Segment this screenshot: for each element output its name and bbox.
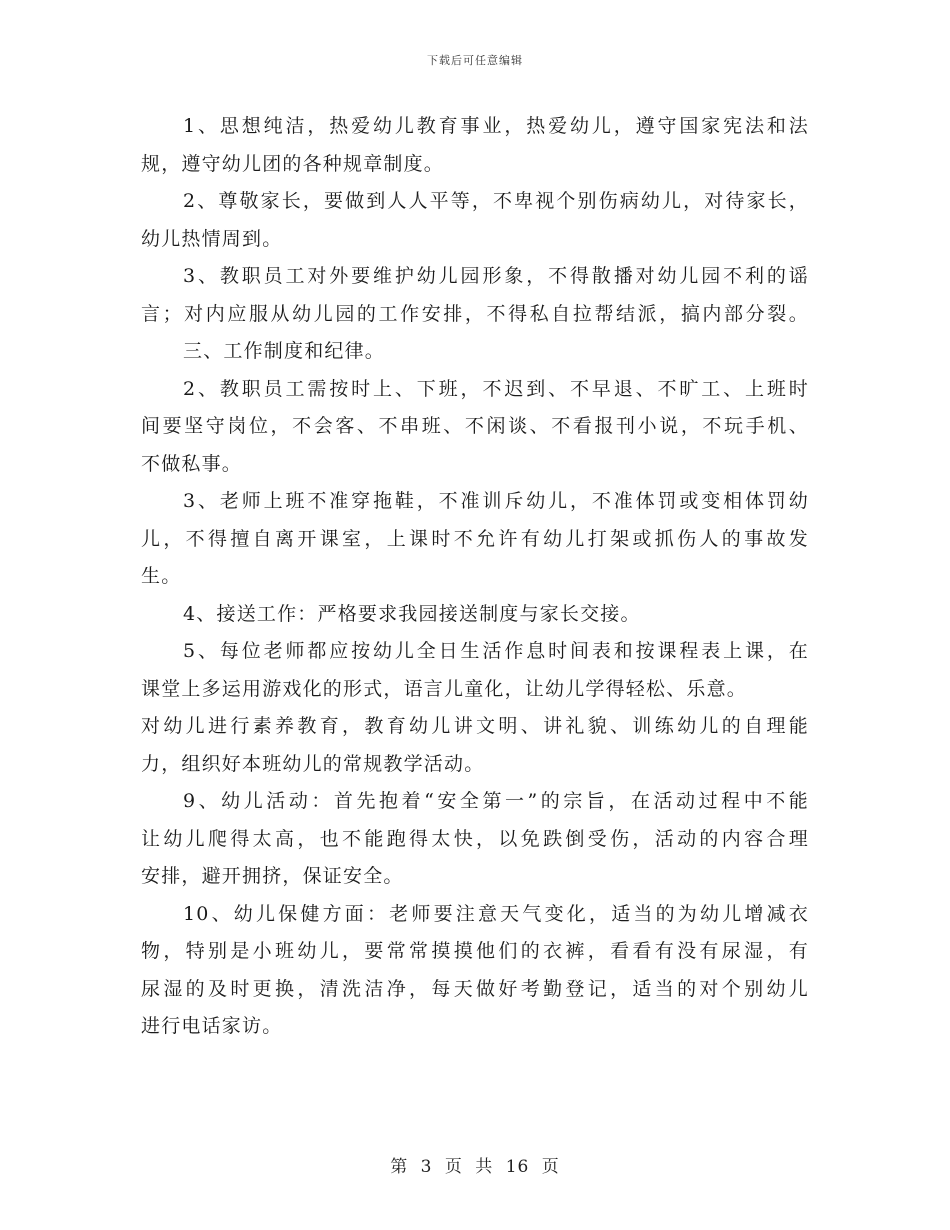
text-line: 尿湿的及时更换，清洗洁净，每天做好考勤登记，适当的对个别幼儿 (141, 977, 809, 1000)
text-line: 2、教职员工需按时上、下班，不迟到、不早退、不旷工、上班时 (183, 377, 809, 400)
text-line: 进行电话家访。 (141, 1015, 283, 1037)
page-header: 下载后可任意编辑 (427, 54, 523, 67)
text-line: 言；对内应服从幼儿园的工作安排，不得私自拉帮结派，搞内部分裂。 (141, 302, 809, 325)
text-line: 课堂上多运用游戏化的形式，语言儿童化，让幼儿学得轻松、乐意。 (141, 677, 748, 700)
text-line: 9、幼儿活动：首先抱着“安全第一”的宗旨，在活动过程中不能 (183, 790, 809, 812)
text-line: 对幼儿进行素养教育，教育幼儿讲文明、讲礼貌、训练幼儿的自理能 (141, 715, 809, 737)
text-line: 1、思想纯洁，热爱幼儿教育事业，热爱幼儿，遵守国家宪法和法 (183, 115, 809, 137)
text-line: 生。 (141, 565, 182, 587)
text-line: 儿，不得擅自离开课室，上课时不允许有幼儿打架或抓伤人的事故发 (141, 527, 809, 550)
text-line: 力，组织好本班幼儿的常规教学活动。 (141, 752, 485, 775)
text-line: 让幼儿爬得太高，也不能跑得太快，以免跌倒受伤，活动的内容合理 (141, 827, 809, 850)
text-line: 4、接送工作：严格要求我园接送制度与家长交接。 (183, 602, 641, 625)
document-body (141, 108, 809, 1046)
text-line: 5、每位老师都应按幼儿全日生活作息时间表和按课程表上课，在 (183, 640, 809, 662)
text-line: 幼儿热情周到。 (141, 227, 283, 250)
text-line: 规，遵守幼儿团的各种规章制度。 (141, 152, 445, 175)
text-line: 安排，避开拥挤，保证安全。 (141, 865, 404, 887)
text-line: 不做私事。 (141, 452, 243, 475)
section-heading: 三、工作制度和纪律。 (183, 340, 386, 362)
text-line: 2、尊敬家长，要做到人人平等，不卑视个别伤病幼儿，对待家长， (183, 190, 809, 212)
page-number: 第 3 页 共 16 页 (390, 1157, 560, 1177)
text-line: 3、教职员工对外要维护幼儿园形象，不得散播对幼儿园不利的谣 (183, 265, 809, 287)
text-line: 3、老师上班不准穿拖鞋，不准训斥幼儿，不准体罚或变相体罚幼 (183, 490, 809, 512)
text-line: 物，特别是小班幼儿，要常常摸摸他们的衣裤，看看有没有尿湿，有 (141, 940, 809, 962)
text-line: 10、幼儿保健方面：老师要注意天气变化，适当的为幼儿增减衣 (183, 902, 809, 925)
text-line: 间要坚守岗位，不会客、不串班、不闲谈、不看报刊小说，不玩手机、 (141, 415, 809, 437)
